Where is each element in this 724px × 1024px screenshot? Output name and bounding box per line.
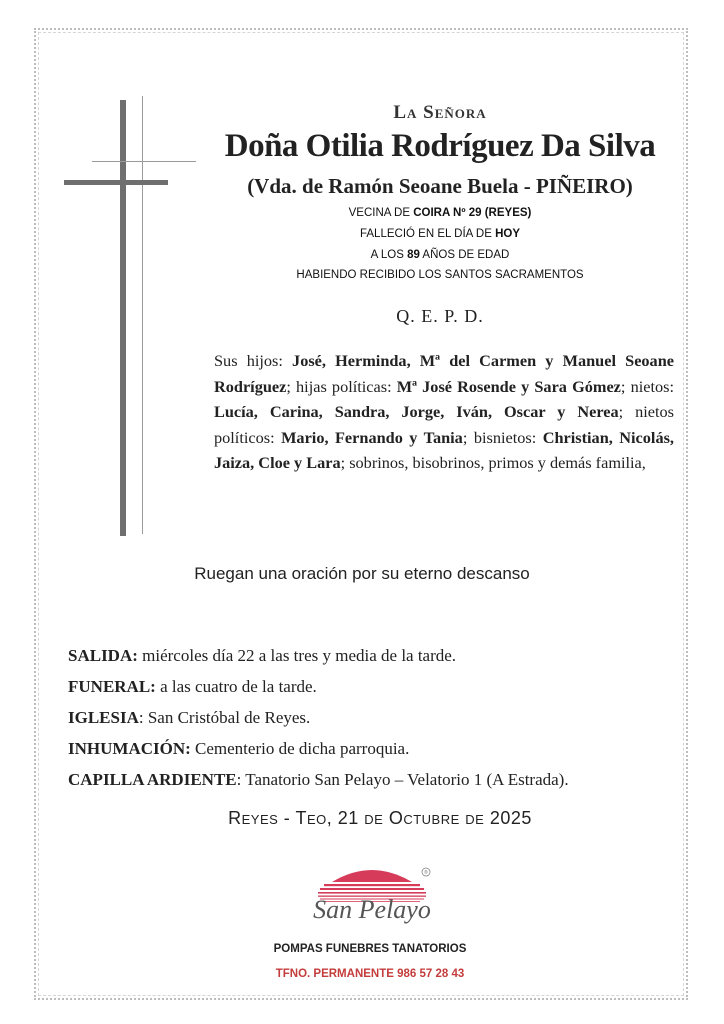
prayer-request: Ruegan una oración por su eterno descanso bbox=[194, 564, 530, 583]
svg-text:San Pelayo: San Pelayo bbox=[313, 895, 431, 924]
date-line: Reyes - Teo, 21 de Octubre de 2025 bbox=[228, 808, 532, 828]
phone-line: TFNO. PERMANENTE 986 57 28 43 bbox=[275, 968, 465, 980]
deceased-name: Doña Otilia Rodríguez Da Silva bbox=[224, 128, 656, 164]
qepd: Q. E. P. D. bbox=[396, 306, 484, 326]
sunset-logo-icon bbox=[302, 860, 442, 930]
family-paragraph: Sus hijos: José, Herminda, Mª del Carmen y Manuel Seoane Rodríguez; hijas políticas: Mª José Rosende y Sara Gómez; nietos: Lucía, Carina, Sandra, Jorge, Iván, Oscar y Nerea; nietos políticos: Mario, Fernando y Tania; bisnietos: Christian, Nicolás, Jaiza, Cloe y Lara; sobrinos, bisobrinos, primos y demás familia, bbox=[214, 351, 675, 472]
ceremony-details bbox=[68, 640, 688, 795]
age-line: A LOS 89 AÑOS DE EDAD bbox=[370, 249, 510, 261]
detail-inhumacion: INHUMACIÓN: Cementerio de dicha parroquia. bbox=[68, 739, 410, 758]
company-name: POMPAS FUNEBRES TANATORIOS bbox=[273, 943, 467, 955]
title-line: La Señora bbox=[393, 102, 487, 123]
detail-capilla: CAPILLA ARDIENTE: Tanatorio San Pelayo – Velatorio 1 (A Estrada). bbox=[68, 770, 569, 789]
widow-of-line: (Vda. de Ramón Seoane Buela - PIÑEIRO) bbox=[247, 174, 633, 198]
detail-iglesia: IGLESIA: San Cristóbal de Reyes. bbox=[68, 708, 311, 727]
residence-line: VECINA DE COIRA Nº 29 (REYES) bbox=[348, 207, 532, 219]
svg-text:®: ® bbox=[424, 870, 428, 876]
detail-funeral: FUNERAL: a las cuatro de la tarde. bbox=[68, 677, 317, 696]
death-day-line: FALLECIÓ EN EL DÍA DE HOY bbox=[360, 228, 520, 240]
detail-salida: SALIDA: miércoles día 22 a las tres y media de la tarde. bbox=[68, 646, 457, 665]
sacraments-line: HABIENDO RECIBIDO LOS SANTOS SACRAMENTOS bbox=[296, 269, 584, 281]
